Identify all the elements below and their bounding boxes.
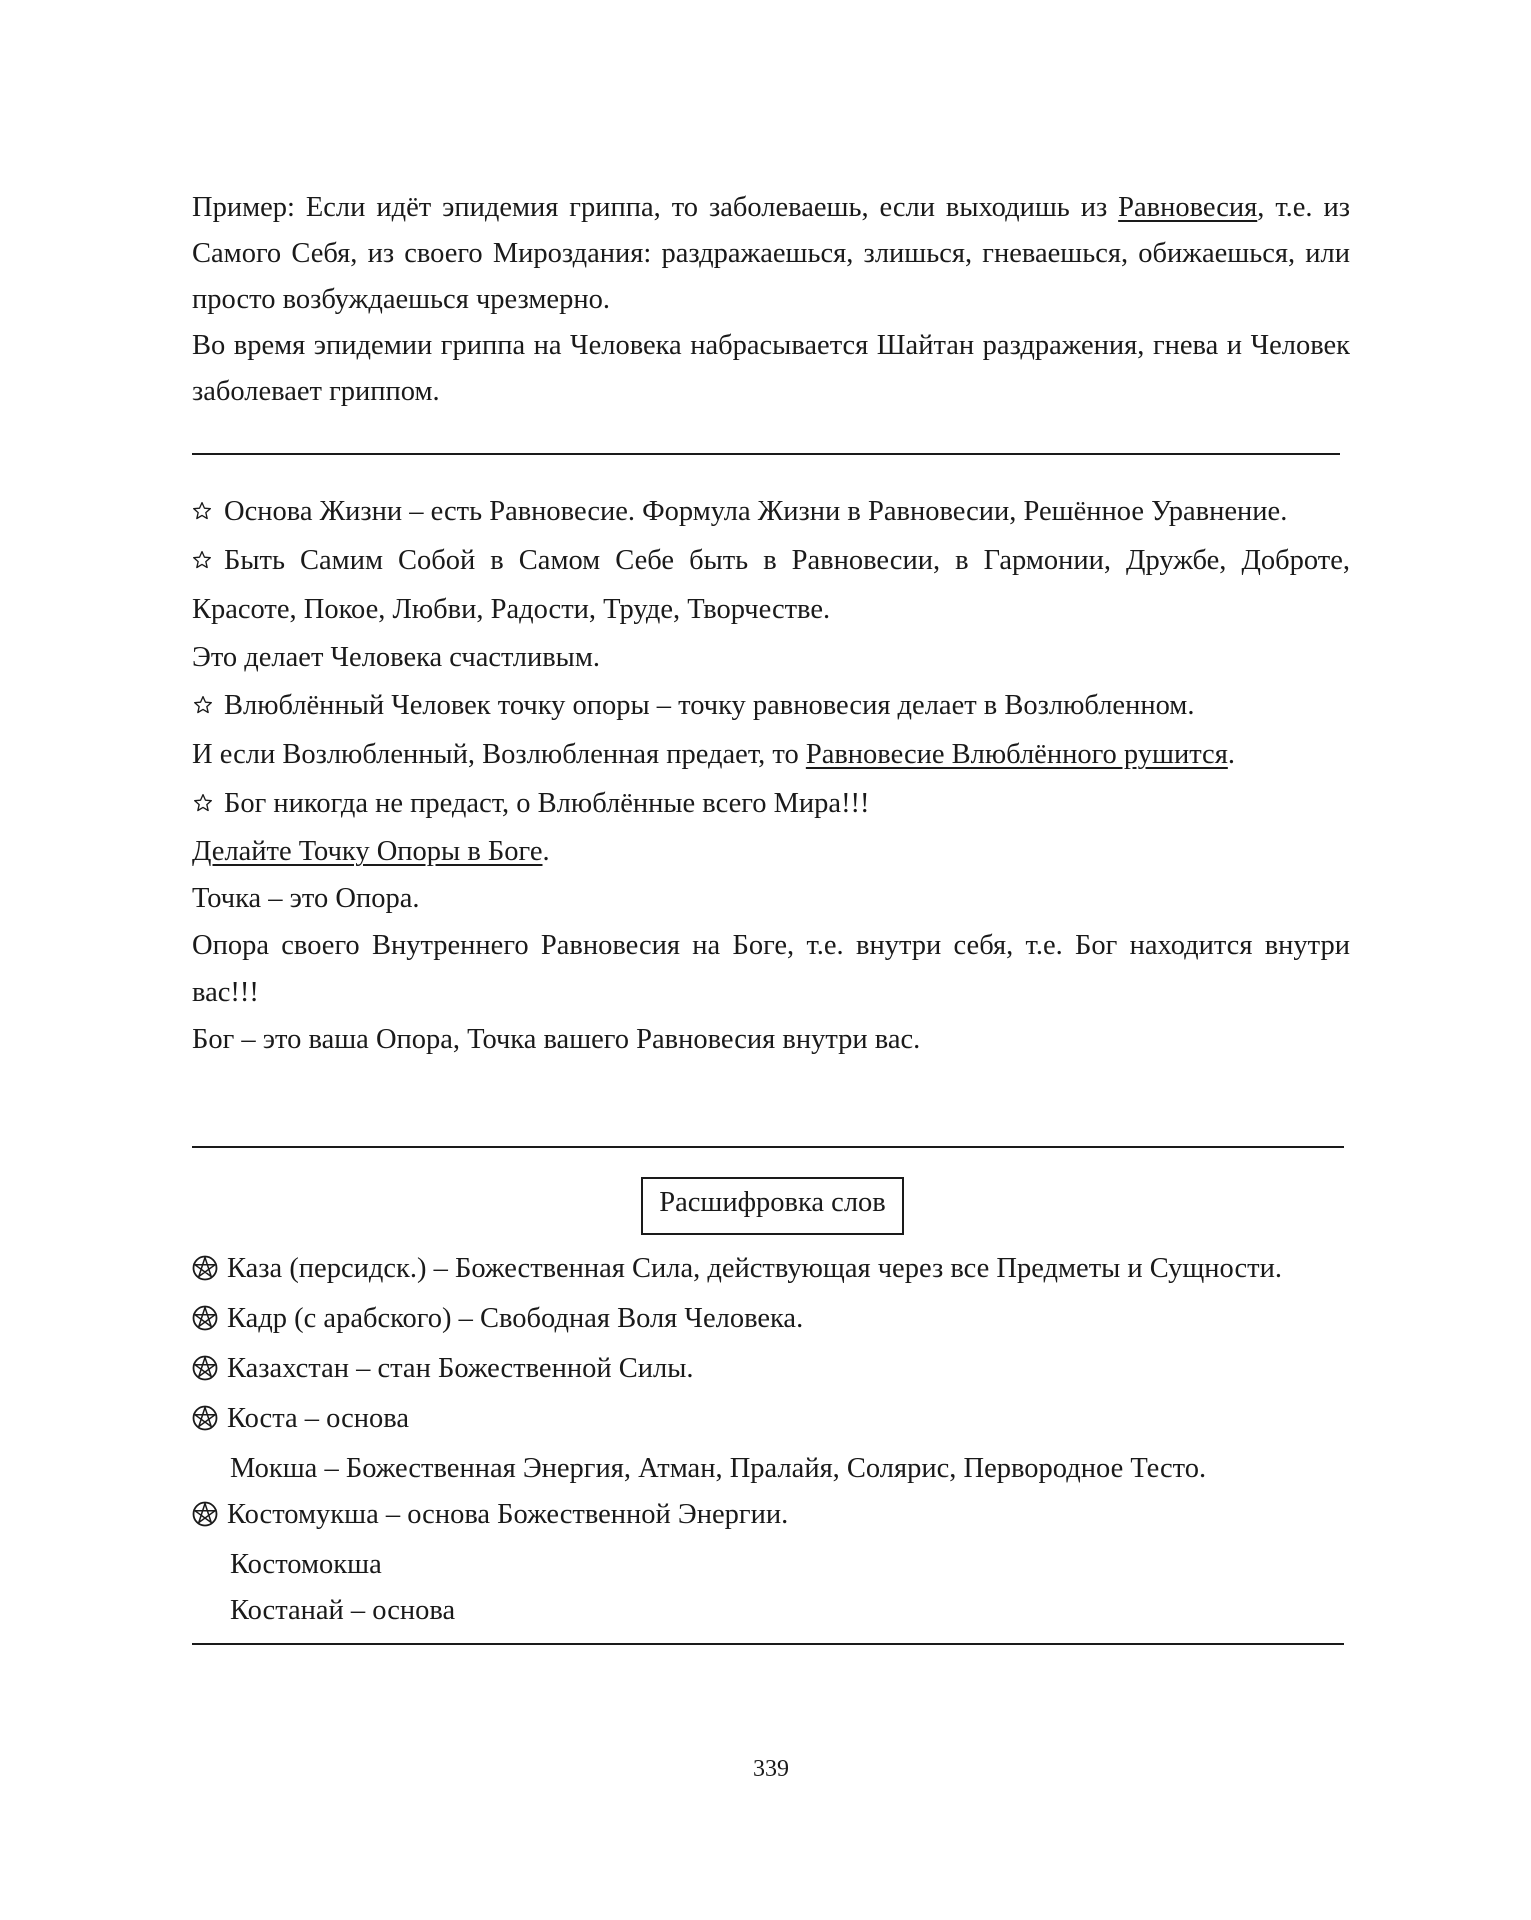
- glossary-item: Казахстан – стан Божественной Силы.: [192, 1346, 1350, 1396]
- section-example: [192, 185, 1350, 415]
- glossary-item: Костомукша – основа Божественной Энергии.: [192, 1492, 1350, 1542]
- example-text-cont: , т.е. из Самого Себя, из своего Мироздания: раздражаешься, злишься, гневаешься, обижаешься, или просто возбуждаешься чрезмерно.: [192, 192, 1350, 315]
- star-outline-icon: [192, 536, 214, 585]
- underlined-term: Равновесие Влюблённого рушится: [805, 739, 1228, 770]
- glossary-subitem: Мокша – Божественная Энергия, Атман, Пралайя, Солярис, Первородное Тесто.: [230, 1453, 1207, 1484]
- pentagram-icon: [192, 1250, 220, 1296]
- bullet-paragraph: Основа Жизни – есть Равновесие. Формула Жизни в Равновесии, Решённое Уравнение.: [192, 487, 1350, 536]
- bullet-paragraph: Быть Самим Собой в Самом Себе быть в Равновесии, в Гармонии, Дружбе, Доброте, Красоте, Покое, Любви, Радости, Труде, Творчестве.: [192, 536, 1350, 634]
- glossary-item: Каза (персидск.) – Божественная Сила, действующая через все Предметы и Сущности.: [192, 1246, 1350, 1296]
- text-line: Бог – это ваша Опора, Точка вашего Равновесия внутри вас.: [192, 1024, 921, 1055]
- divider-line: [192, 1146, 1344, 1148]
- example-paragraph: [192, 185, 1350, 323]
- pentagram-icon: [192, 1300, 220, 1346]
- text-paragraph: Опора своего Внутреннего Равновесия на Боге, т.е. внутри себя, т.е. Бог находится внутри вас!!!: [192, 930, 1350, 1008]
- glossary-item: Коста – основа: [192, 1396, 1350, 1446]
- star-outline-icon: [192, 681, 214, 730]
- bullet-paragraph: Бог никогда не предаст, о Влюблённые всего Мира!!!: [192, 779, 1350, 828]
- glossary-heading-box: Расшифровка слов: [641, 1177, 904, 1235]
- example-text: Пример: Если идёт эпидемия гриппа, то заболеваешь, если выходишь из: [192, 192, 1119, 223]
- star-outline-icon: [192, 487, 214, 536]
- glossary-subitem: Костомокша: [230, 1549, 382, 1580]
- divider-line: [192, 1643, 1344, 1645]
- glossary-item: Кадр (с арабского) – Свободная Воля Человека.: [192, 1296, 1350, 1346]
- underlined-term: Делайте Точку Опоры в Боге: [192, 836, 543, 867]
- text-line: Это делает Человека счастливым.: [192, 642, 600, 673]
- glossary-heading-wrap: [192, 1177, 1350, 1235]
- text-line: Точка – это Опора.: [192, 883, 420, 914]
- star-outline-icon: [192, 779, 214, 828]
- glossary-subitem: Костанай – основа: [230, 1595, 456, 1626]
- underlined-term: Равновесия: [1118, 192, 1258, 223]
- flu-paragraph: Во время эпидемии гриппа на Человека набрасывается Шайтан раздражения, гнева и Человек заболевает гриппом.: [192, 330, 1350, 407]
- pentagram-icon: [192, 1400, 220, 1446]
- section-balance: [192, 487, 1350, 1063]
- section-glossary: [192, 1246, 1350, 1634]
- bullet-paragraph: Влюблённый Человек точку опоры – точку равновесия делает в Возлюбленном.: [192, 681, 1350, 730]
- text-line: Делайте Точку Опоры в Боге.: [192, 836, 550, 867]
- text-line: И если Возлюбленный, Возлюбленная предает, то Равновесие Влюблённого рушится.: [192, 739, 1235, 770]
- divider-line: [192, 453, 1340, 455]
- pentagram-icon: [192, 1350, 220, 1396]
- page-number: 339: [753, 1756, 789, 1782]
- pentagram-icon: [192, 1496, 220, 1542]
